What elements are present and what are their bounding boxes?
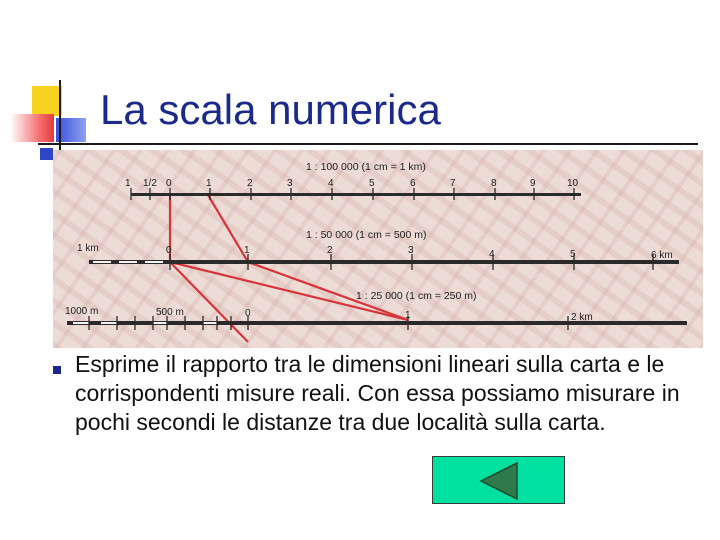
- scale-bar-1: [125, 161, 581, 200]
- scale2-label: 2: [327, 245, 333, 256]
- scale1-label: 6: [410, 178, 416, 189]
- scale-bar-3: [65, 290, 687, 330]
- scale2-label: 1 km: [77, 243, 99, 254]
- scale2-label: 1: [244, 245, 250, 256]
- scale2-label: 0: [166, 245, 172, 256]
- scale3-label: 2 km: [571, 312, 593, 323]
- scale-bar-1-line: [131, 193, 581, 196]
- scale1-label: 7: [450, 178, 456, 189]
- scale1-label: 1/2: [143, 178, 157, 189]
- scale-bar-1-caption: 1 : 100 000 (1 cm = 1 km): [306, 161, 426, 173]
- scale2-label: 4: [489, 249, 495, 260]
- scale1-label: 5: [369, 178, 375, 189]
- title-underline: [38, 143, 698, 145]
- scale-bar-2-caption: 1 : 50 000 (1 cm = 500 m): [306, 229, 427, 241]
- scale1-label: 3: [287, 178, 293, 189]
- scale2-label: 3: [408, 245, 414, 256]
- scale1-label: 0: [166, 178, 172, 189]
- scale1-label: 2: [247, 178, 253, 189]
- scale1-label: 1: [125, 178, 131, 189]
- decor-red-square: [10, 114, 54, 142]
- scale1-label: 10: [567, 178, 579, 189]
- connector-lines: [170, 195, 408, 342]
- decor-yellow-square: [32, 86, 62, 116]
- scale-bar-3-caption: 1 : 25 000 (1 cm = 250 m): [356, 290, 477, 302]
- scale-bars-drawing: [53, 150, 703, 348]
- bullet-marker: [53, 366, 61, 374]
- scale-bars-figure: [53, 150, 703, 348]
- scale2-label: 5: [570, 249, 576, 260]
- bullet-text: Esprime il rapporto tra le dimensioni lineari sulla carta e le corrispondenti misure reali. Con essa possiamo misurare in pochi secondi le distanze tra due località sulla carta.: [75, 351, 680, 435]
- scale3-label: 1000 m: [65, 306, 99, 317]
- decor-small-blue-square: [40, 148, 53, 160]
- scale-bar-2-line: [89, 260, 679, 264]
- scale1-label: 9: [530, 178, 536, 189]
- scale-bar-2: [77, 229, 679, 270]
- scale1-label: 1: [206, 178, 212, 189]
- scale3-label: 0: [245, 308, 251, 319]
- scale3-label: 1: [405, 310, 411, 321]
- scale3-label: 500 m: [156, 307, 184, 318]
- scale2-label: 6 km: [651, 250, 673, 261]
- scale1-label: 8: [491, 178, 497, 189]
- scale1-label: 4: [328, 178, 334, 189]
- slide-title: La scala numerica: [100, 86, 441, 133]
- back-triangle-icon: [479, 461, 519, 501]
- back-button[interactable]: [432, 456, 565, 504]
- connector-line-zero: [170, 195, 248, 342]
